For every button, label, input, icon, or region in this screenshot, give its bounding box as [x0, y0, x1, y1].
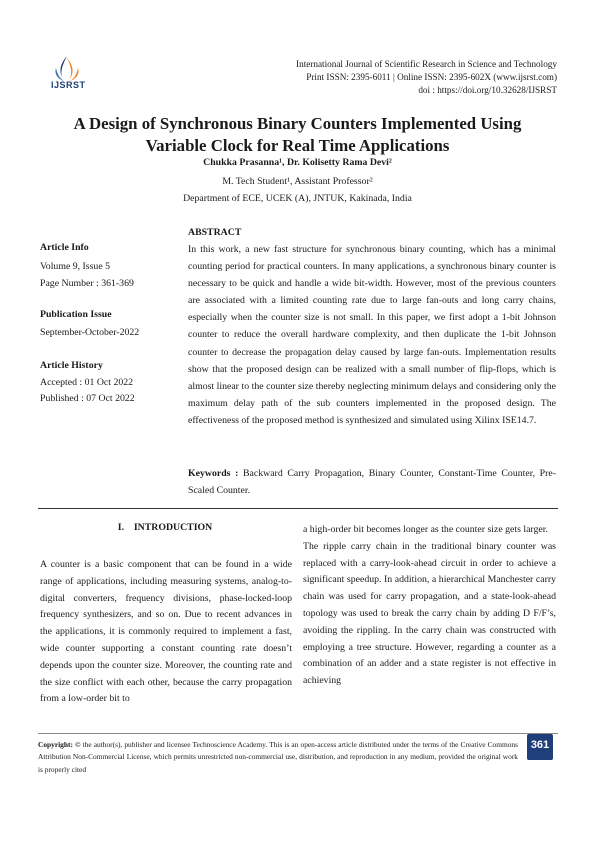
copyright-label: Copyright: ©: [38, 740, 81, 749]
authors: Chukka Prasanna¹, Dr. Kolisetty Rama Devi²: [203, 157, 392, 168]
section-number: I.: [117, 522, 125, 533]
keywords: [188, 465, 556, 499]
copyright-text: the author(s), publisher and licensee Technoscience Academy. This is an open-access article distributed under the terms of the Creative Commons Attribution Non-Commercial License, which permits unrestricted non-commercial use, distribution, and reproduction in any medium, provided the original work is properly cited: [38, 740, 518, 774]
page-number: 361: [530, 739, 550, 751]
section-title: INTRODUCTION: [133, 522, 213, 533]
abstract-text: In this work, a new fast structure for synchronous binary counting, which has a minimal counting period for practical counters. In many applications, a synchronous binary counter is necessary to be quick and handle a wide bit-width. However, most of the previous counters are associated with a limited counting rate due to large fan-outs and long carry chains, especially when the counter size is not small. In this paper, we first adopt a 1-bit Johnson counter to reduce the overall hardware complexity, and then duplicate the 1-bit Johnson counter to decrease the propagation delay caused by large fan-outs. Implementation results show that the proposed design can be realized with a small number of flip-flops, which is almost linear to the counter size thereby neglecting minimum delays and considering only the maximum delay path of the sub counters implemented in the proposed design. The effectiveness of the proposed method is synthesized and simulated using Xilinx ISE14.7.: [188, 244, 556, 426]
publication-issue-heading: Publication Issue: [40, 309, 112, 320]
intro-paragraph-1: A counter is a basic component that can be found in a wide range of applications, including measuring systems, analog-to-digital converters, frequency divisions, phase-locked-loop frequency synthesizers, and so on. Due to recent advances in the applications, it is commonly required to implement a fast, wide counter supporting a constant counting rate doesn’t depends upon the counter size. Moreover, the counting rate and the size conflict with each other, because the carry propagation from a low-order bit to: [40, 559, 292, 705]
journal-doi: doi : https://doi.org/10.32628/IJSRST: [418, 85, 557, 95]
accepted-date: Accepted : 01 Oct 2022: [40, 377, 134, 388]
keywords-label: Keywords :: [188, 468, 239, 479]
journal-header: [296, 58, 557, 97]
body-column-right: [303, 522, 556, 690]
article-info-heading: Article Info: [40, 242, 89, 253]
section-divider: [38, 508, 558, 509]
paper-title: [30, 113, 565, 157]
journal-name: International Journal of Scientific Research in Science and Technology: [296, 59, 557, 69]
author-roles: M. Tech Student¹, Assistant Professor²: [222, 176, 373, 187]
section-heading: [40, 522, 290, 533]
volume-issue: Volume 9, Issue 5: [40, 261, 111, 272]
body-column-left: [40, 557, 292, 708]
published-date: Published : 07 Oct 2022: [40, 393, 135, 404]
title-line-1: A Design of Synchronous Binary Counters Implemented Using: [73, 114, 522, 133]
department: Department of ECE, UCEK (A), JNTUK, Kakinada, India: [183, 193, 412, 204]
intro-paragraph-continued: a high-order bit becomes longer as the counter size gets larger.: [303, 524, 548, 535]
article-history-heading: Article History: [40, 360, 103, 371]
publication-issue: September-October-2022: [40, 327, 140, 338]
copyright-notice: [38, 739, 518, 776]
footer-divider: [38, 733, 558, 734]
intro-paragraph-2: The ripple carry chain in the traditional binary counter was replaced with a carry-look-ahead circuit in order to achieve a significant speedup. In addition, a hierarchical Manchester carry chain was used for carry propagation, and a state-look-ahead topology was used to break the carry chain by adding D F/F’s, avoiding the rippling. In the carry chain was constructed with employing a tree structure. However, regarding a counter as a combination of an adder and a state register is not effective in achieving: [303, 540, 556, 687]
title-line-2: Variable Clock for Real Time Applications: [145, 136, 450, 155]
abstract-heading: ABSTRACT: [188, 227, 242, 238]
page-range: Page Number : 361-369: [40, 278, 134, 289]
keywords-text: Backward Carry Propagation, Binary Counter, Constant-Time Counter, Pre-Scaled Counter.: [188, 468, 556, 496]
logo-text: IJSRST: [51, 80, 86, 90]
journal-issn: Print ISSN: 2395-6011 | Online ISSN: 2395-602X (www.ijsrst.com): [306, 72, 557, 82]
